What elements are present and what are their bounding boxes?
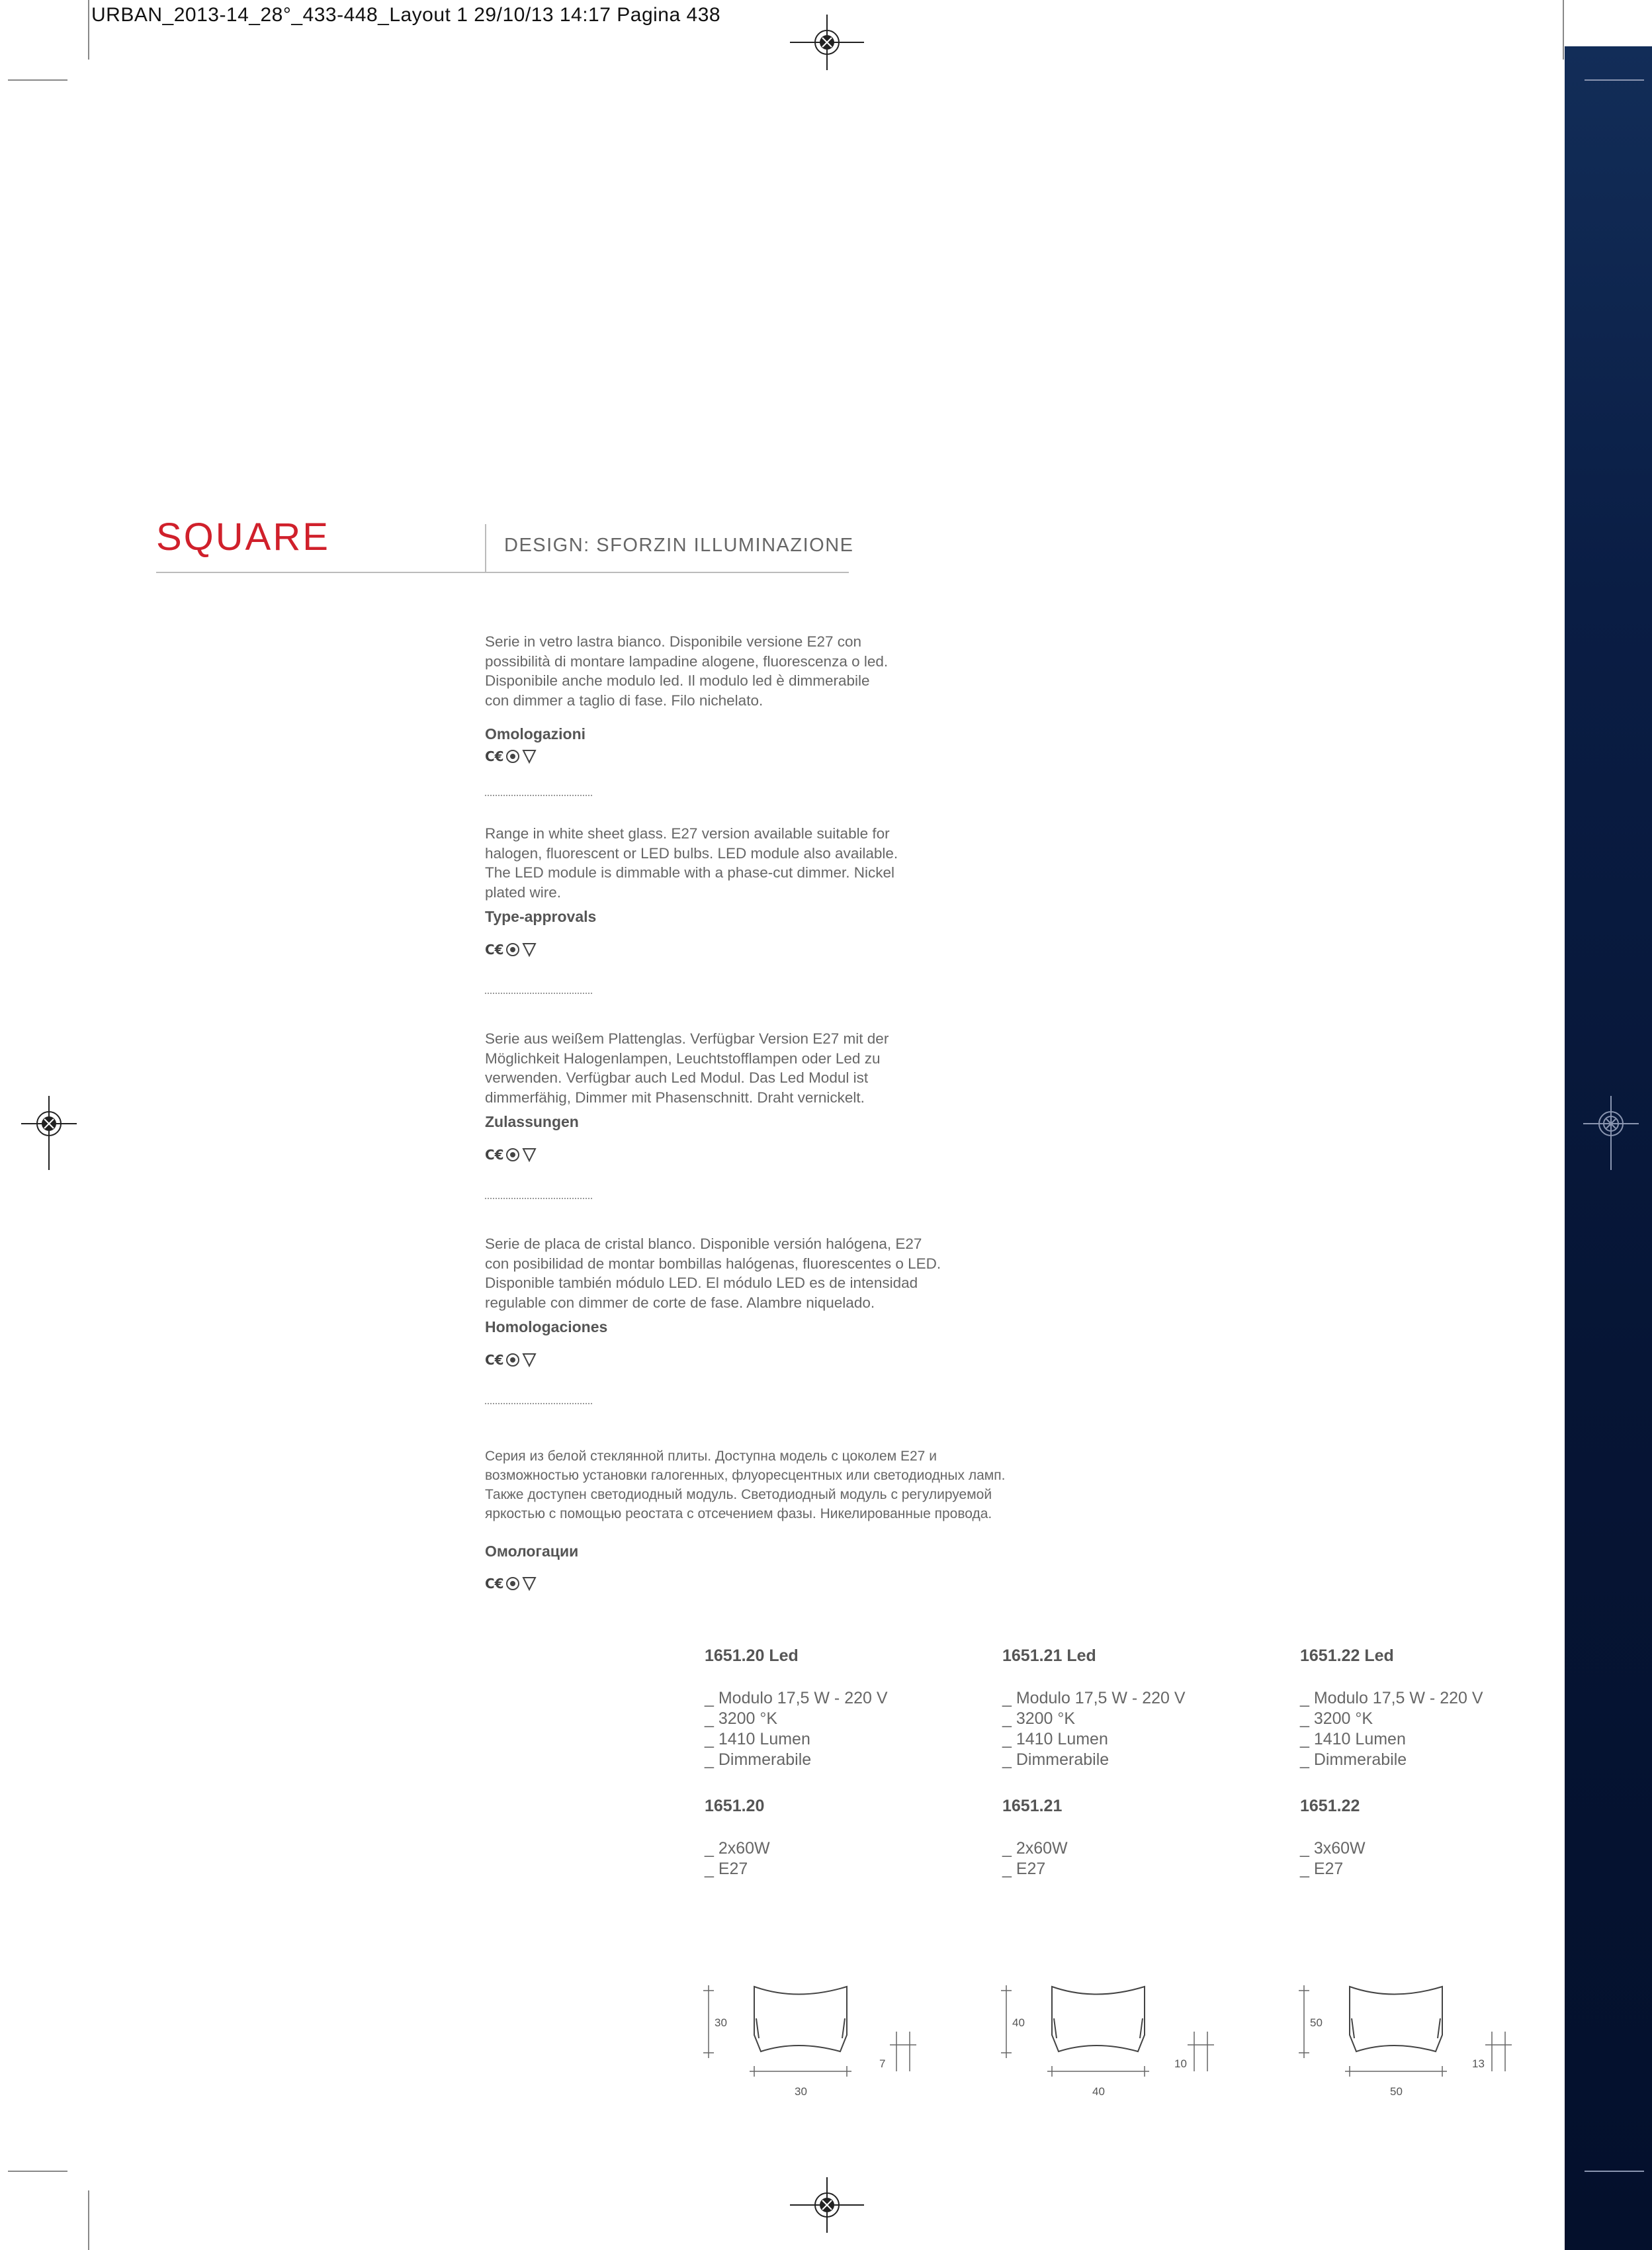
variant-led-code: 1651.20 Led	[705, 1646, 799, 1665]
spec-line: _ 1410 Lumen	[1002, 1730, 1108, 1748]
dimension-depth-label: 10	[1174, 2057, 1187, 2070]
crop-mark	[88, 0, 89, 60]
svg-text:C€: C€	[485, 1147, 504, 1163]
spec-line: _ 2x60W	[1002, 1839, 1068, 1858]
spec-line: _ Modulo 17,5 W - 220 V	[1300, 1689, 1483, 1707]
certification-marks-icon	[485, 1147, 544, 1163]
crop-mark	[1563, 0, 1564, 60]
dimension-height-label: 50	[1310, 2016, 1323, 2029]
product-title: SQUARE	[156, 516, 330, 559]
spec-line: _ 1410 Lumen	[1300, 1730, 1406, 1748]
divider-dotted	[485, 1403, 592, 1404]
approvals-label-ru: Омологации	[485, 1543, 579, 1560]
variant-column	[1300, 1646, 1551, 1879]
divider-dotted	[485, 993, 592, 994]
certification-marks-icon	[485, 1352, 544, 1368]
lamp-drawing	[1293, 1979, 1532, 2111]
spec-line: _ Dimmerabile	[1002, 1750, 1109, 1769]
crop-mark	[1585, 2171, 1644, 2172]
spec-line: _ Dimmerabile	[705, 1750, 812, 1769]
certification-marks-icon	[485, 1576, 544, 1592]
variant-code: 1651.22	[1300, 1797, 1360, 1815]
side-bar	[1565, 46, 1652, 2250]
title-rule	[156, 572, 849, 573]
variant-code: 1651.20	[705, 1797, 765, 1815]
variant-led-code: 1651.21 Led	[1002, 1646, 1096, 1665]
registration-mark-bottom	[790, 2177, 864, 2233]
spec-line: _ Dimmerabile	[1300, 1750, 1407, 1769]
crop-mark	[8, 79, 67, 81]
crop-mark	[1585, 79, 1644, 81]
variant-led-specs	[1300, 1688, 1551, 1770]
dimension-depth-label: 7	[879, 2057, 886, 2070]
title-divider	[485, 524, 486, 572]
spec-line: _ 3200 °K	[1300, 1709, 1373, 1728]
spec-line: _ 3200 °K	[1002, 1709, 1076, 1728]
spec-line: _ Modulo 17,5 W - 220 V	[705, 1689, 888, 1707]
registration-mark-top	[790, 15, 864, 70]
spec-line: _ Modulo 17,5 W - 220 V	[1002, 1689, 1186, 1707]
dimension-depth-label: 13	[1472, 2057, 1485, 2070]
spec-line: _ 3200 °K	[705, 1709, 778, 1728]
crop-mark	[88, 2190, 89, 2250]
svg-text:C€: C€	[485, 1576, 504, 1592]
description-de: Serie aus weißem Plattenglas. Verfügbar Version E27 mit der Möglichkeit Halogenlampen, Leuchtstofflampen oder Led zu verwenden. Verfügbar auch Led Modul. Das Led Modul ist dimmerfähig, Dimmer mit Phasenschnitt. Draht vernickelt.	[485, 1030, 889, 1106]
registration-mark-left	[21, 1096, 77, 1170]
svg-text:C€: C€	[485, 942, 504, 958]
approvals-label-es: Homologaciones	[485, 1318, 608, 1335]
divider-dotted	[485, 1198, 592, 1199]
approvals-label-en: Type-approvals	[485, 908, 597, 925]
description-en: Range in white sheet glass. E27 version available suitable for halogen, fluorescent or LED bulbs. LED module also available. The LED module is dimmable with a phase-cut dimmer. Nickel plated wire.	[485, 825, 898, 901]
registration-mark-right	[1583, 1096, 1639, 1170]
certification-marks-icon	[485, 748, 544, 764]
variant-led-code: 1651.22 Led	[1300, 1646, 1394, 1665]
variant-code: 1651.21	[1002, 1797, 1063, 1815]
variant-specs	[1002, 1838, 1254, 1879]
spec-line: _ E27	[1300, 1860, 1344, 1878]
variant-led-specs	[705, 1688, 956, 1770]
spec-line: _ 1410 Lumen	[705, 1730, 810, 1748]
certification-marks-icon	[485, 942, 544, 958]
lamp-drawing	[996, 1979, 1234, 2111]
spec-line: _ E27	[1002, 1860, 1046, 1878]
dimension-height-label: 30	[715, 2016, 727, 2029]
dimension-width-label: 30	[795, 2085, 807, 2098]
variant-led-specs	[1002, 1688, 1254, 1770]
variant-column	[1002, 1646, 1254, 1879]
variant-specs	[1300, 1838, 1551, 1879]
spec-line: _ 3x60W	[1300, 1839, 1366, 1858]
svg-text:C€: C€	[485, 1352, 504, 1368]
dimension-width-label: 40	[1092, 2085, 1105, 2098]
print-slug: URBAN_2013-14_28°_433-448_Layout 1 29/10/13 14:17 Pagina 438	[91, 4, 721, 26]
designer-credit: DESIGN: SFORZIN ILLUMINAZIONE	[504, 535, 854, 556]
spec-line: _ E27	[705, 1860, 748, 1878]
variant-specs	[705, 1838, 956, 1879]
approvals-label-it: Omologazioni	[485, 725, 586, 742]
crop-mark	[8, 2171, 67, 2172]
lamp-drawing	[698, 1979, 936, 2111]
description-es: Serie de placa de cristal blanco. Disponible versión halógena, E27 con posibilidad de montar bombillas halógenas, fluorescentes o LED. Disponible también módulo LED. El módulo LED es de intensidad regulable con dimmer de corte de fase. Alambre niquelado.	[485, 1236, 941, 1311]
description-ru: Серия из белой стеклянной плиты. Доступна модель с цоколем E27 и возможностью установки галогенных, флуоресцентных или светодиодных ламп. Также доступен светодиодный модуль. Светодиодный модуль с регулируемой яркостью с помощью реостата с отсечением фазы. Никелированные провода.	[485, 1449, 1006, 1521]
divider-dotted	[485, 795, 592, 796]
dimension-width-label: 50	[1390, 2085, 1403, 2098]
svg-text:C€: C€	[485, 748, 504, 764]
description-it: Serie in vetro lastra bianco. Disponibile versione E27 con possibilità di montare lampadine alogene, fluorescenza o led. Disponibile anche modulo led. Il modulo led è dimmerabile con dimmer a taglio di fase. Filo nichelato.	[485, 633, 889, 709]
spec-line: _ 2x60W	[705, 1839, 770, 1858]
variant-column	[705, 1646, 956, 1879]
approvals-label-de: Zulassungen	[485, 1113, 579, 1130]
dimension-height-label: 40	[1012, 2016, 1025, 2029]
